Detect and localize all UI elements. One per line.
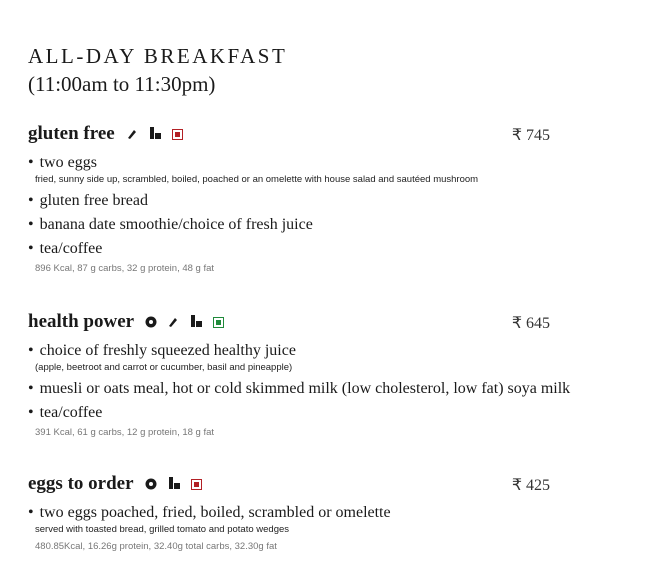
list-item: • tea/coffee	[28, 404, 103, 421]
nutrition-info: 896 Kcal, 87 g carbs, 32 g protein, 48 g fat	[35, 263, 215, 274]
menu-section-health-power	[28, 311, 628, 440]
diet-icons	[126, 124, 188, 144]
nutrition-info: 480.85Kcal, 16.26g protein, 32.40g total carbs, 32.30g fat	[35, 541, 277, 552]
menu-section-eggs-to-order	[28, 473, 628, 554]
section-price: ₹ 645	[511, 315, 550, 332]
section-header	[28, 473, 628, 499]
section-price: ₹ 745	[511, 127, 550, 144]
section-name: health power	[28, 311, 135, 332]
menu-title: ALL-DAY BREAKFAST	[28, 44, 288, 68]
list-item: • two eggs poached, fried, boiled, scrambled or omelette	[28, 504, 391, 521]
circle-icon	[145, 313, 157, 332]
veg-icon	[213, 317, 224, 328]
bottle-icon	[148, 125, 162, 144]
pen-icon	[167, 313, 179, 332]
section-name: eggs to order	[28, 473, 134, 494]
item-description: (apple, beetroot and carrot or cucumber, basil and pineapple)	[35, 362, 293, 373]
section-price: ₹ 425	[511, 477, 550, 494]
item-description: fried, sunny side up, scrambled, boiled, poached or an omelette with house salad and sautéed mushroom	[35, 174, 479, 185]
non-veg-icon	[172, 129, 183, 140]
list-item: • tea/coffee	[28, 240, 103, 257]
section-name: gluten free	[28, 123, 115, 144]
item-description: served with toasted bread, grilled tomato and potato wedges	[35, 524, 290, 535]
pen-icon	[126, 125, 138, 144]
list-item: • gluten free bread	[28, 192, 148, 209]
section-header	[28, 123, 628, 149]
menu-hours: (11:00am to 11:30pm)	[28, 72, 216, 96]
list-item: • muesli or oats meal, hot or cold skimmed milk (low cholesterol, low fat) soya milk	[28, 380, 571, 397]
circle-icon	[145, 475, 157, 494]
diet-icons	[145, 312, 229, 332]
section-header	[28, 311, 628, 337]
menu-section-gluten-free	[28, 123, 628, 276]
non-veg-icon	[191, 479, 202, 490]
nutrition-info: 391 Kcal, 61 g carbs, 12 g protein, 18 g fat	[35, 427, 215, 438]
list-item: • choice of freshly squeezed healthy juice	[28, 342, 296, 359]
list-item: • banana date smoothie/choice of fresh juice	[28, 216, 313, 233]
list-item: • two eggs	[28, 154, 97, 171]
bottle-icon	[189, 313, 203, 332]
bottle-icon	[167, 475, 181, 494]
diet-icons	[145, 474, 207, 494]
